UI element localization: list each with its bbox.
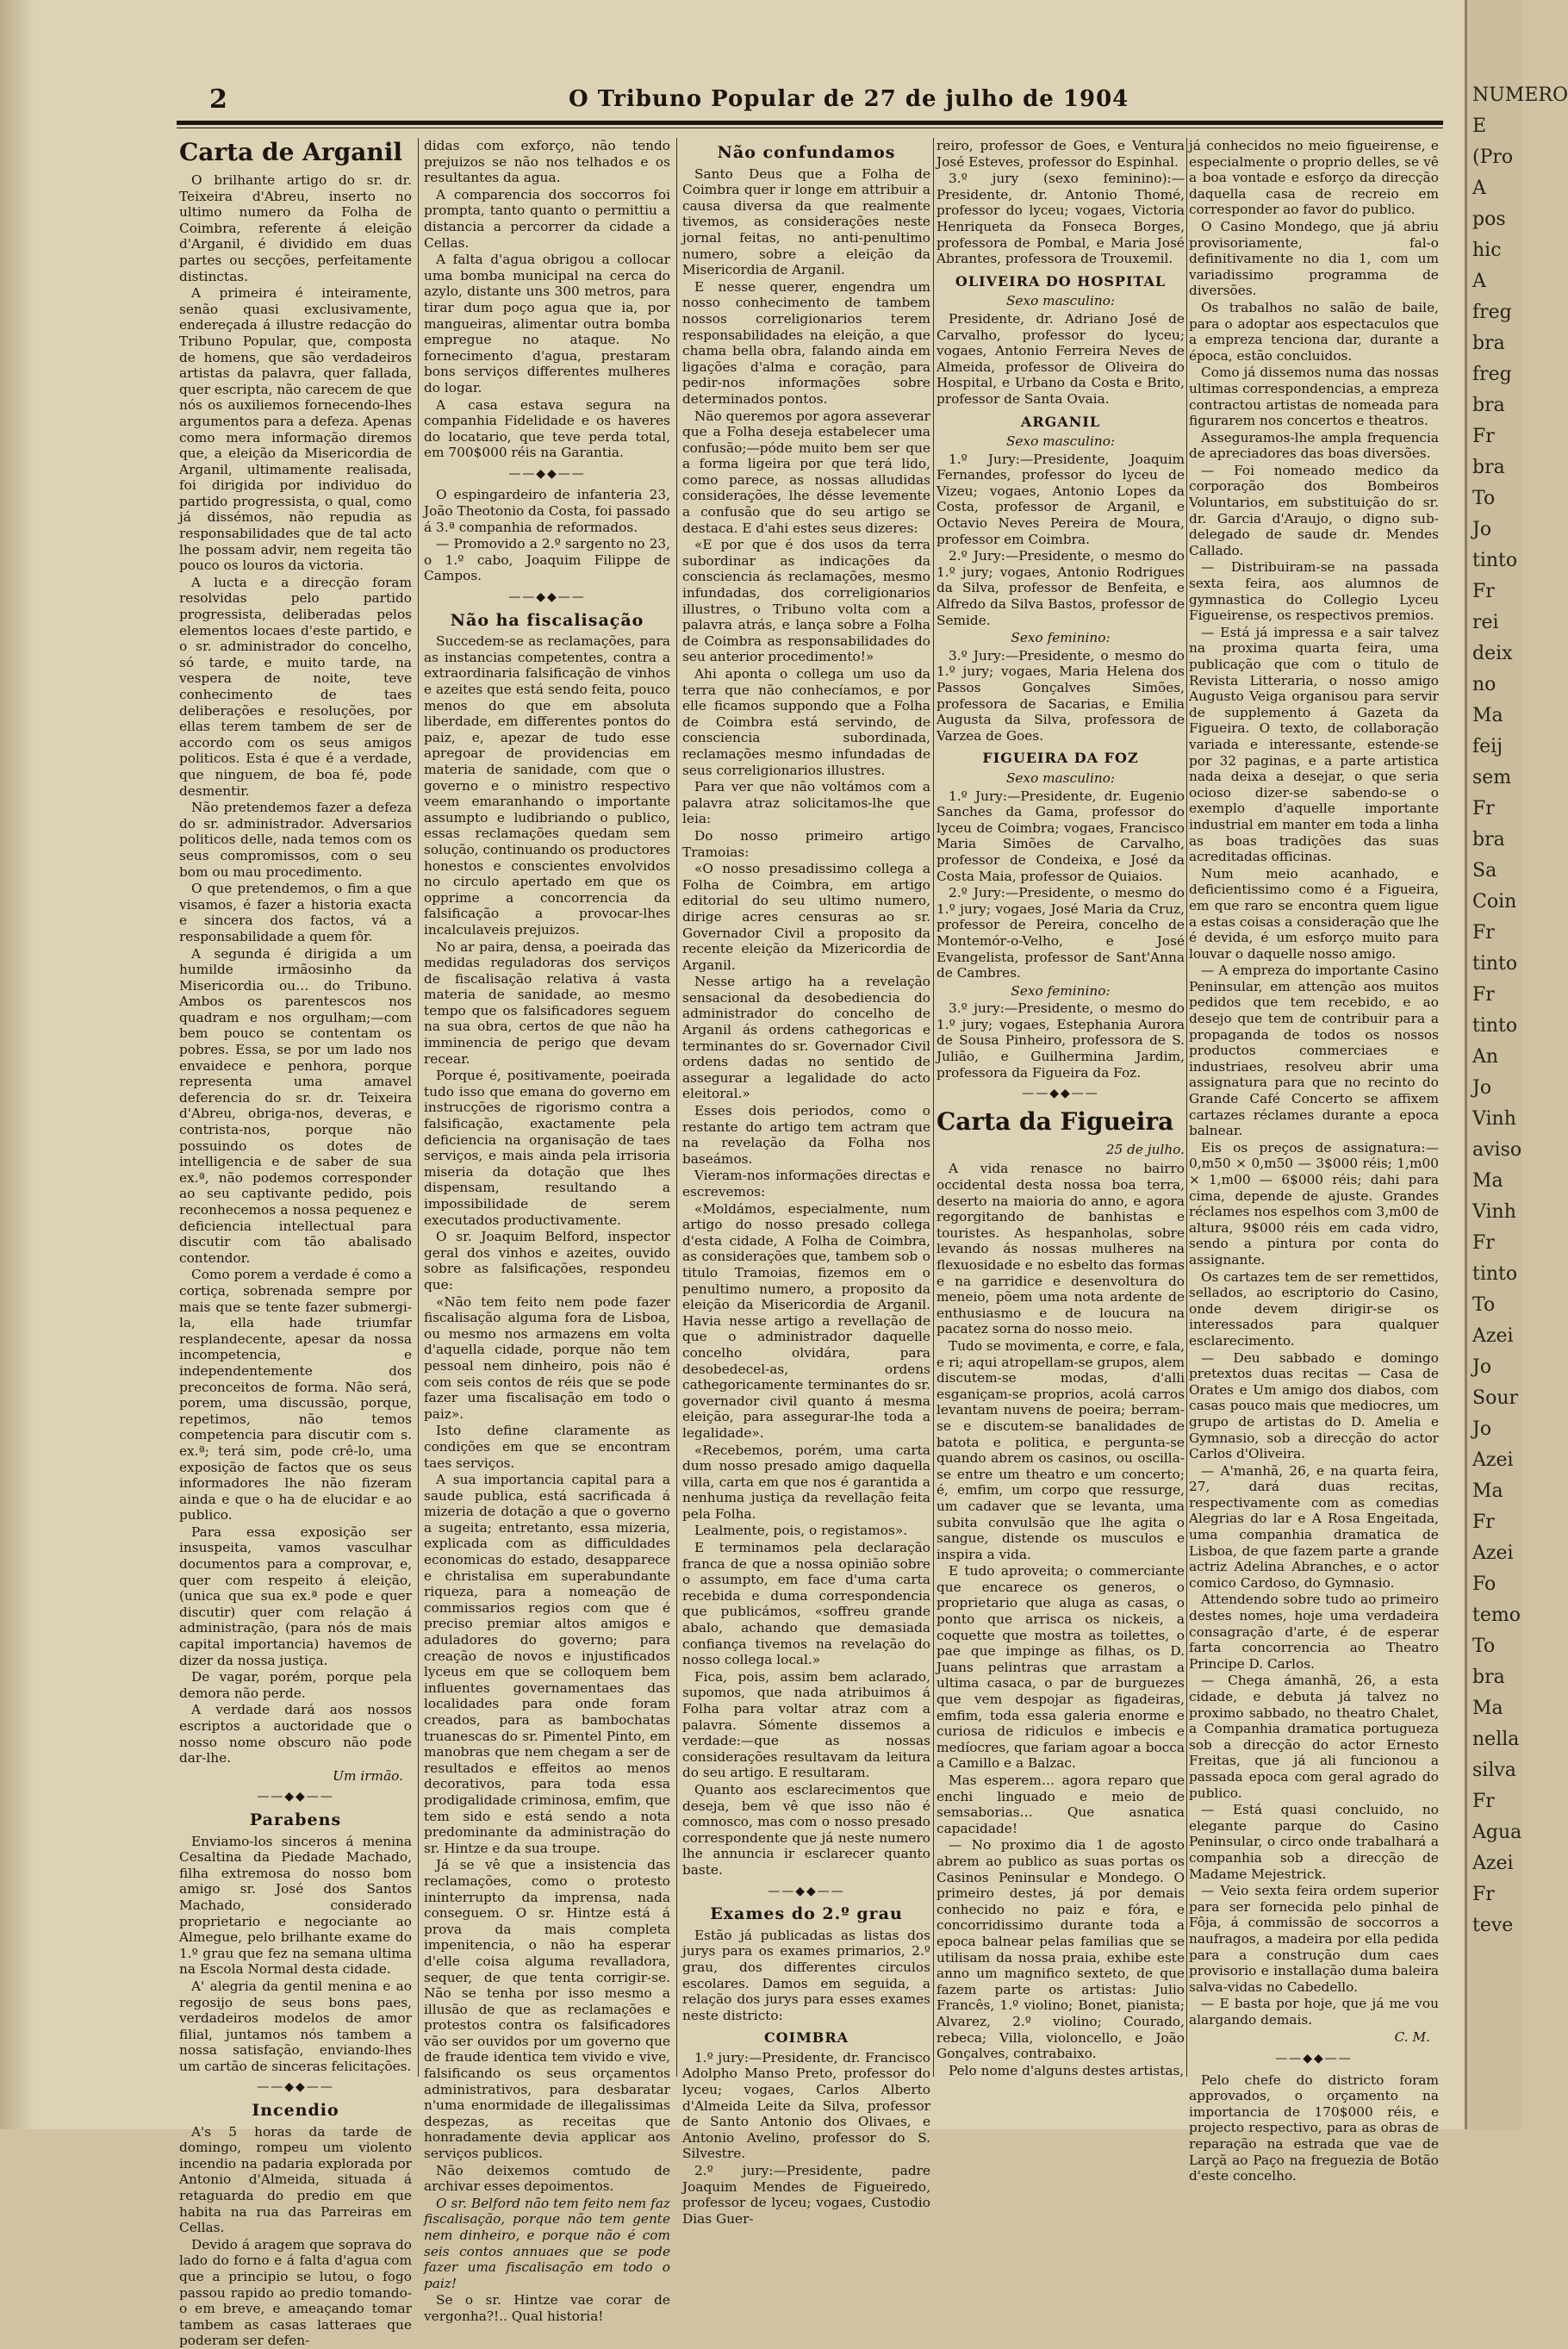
subheading: Sexo masculino: — [1005, 433, 1116, 450]
paragraph: Não deixemos comtudo de archivar esses depoimentos. — [424, 2162, 670, 2195]
paragraph: 3.º jury (sexo feminino):—Presidente, dr. Antonio Thomé, professor do lyceu; vogaes, Victoria Henriqueta da Fonseca Borges, professora de Pombal, e Maria José Abrantes, professora de Trouxemil. — [936, 171, 1185, 267]
next-page-fragment: Fo — [1472, 1573, 1496, 1595]
column-2 — [424, 138, 670, 2324]
quote: «O nosso presadissimo collega a Folha de Coimbra, em artigo editorial do seu ultimo numero, dirige acres censuras ao sr. Governador Civil a proposito da recente eleição da Mizericordia de Arganil. — [682, 861, 930, 973]
place-heading-coimbra: COIMBRA — [763, 2029, 849, 2047]
paragraph: — Distribuiram-se na passada sexta feira, aos alumnos de gymnastica do Collegio Lyceu Figueirense, os respectivos premios. — [1189, 559, 1439, 624]
paragraph: Num meio acanhado, e deficientissimo como é a Figueira, em que raro se encontra quem ligue a estas coisas a consideração que lhe é devida, é um esforço muito para louvar o daquelle nosso amigo. — [1189, 865, 1439, 962]
next-page-fragment: Jo — [1472, 1356, 1492, 1378]
paragraph: A verdade dará aos nossos escriptos a auctoridade que o nosso nome obscuro não pode dar-lhe. — [179, 1702, 412, 1766]
paragraph: Succedem-se as reclamações, para as instancias competentes, contra a extraordinaria falsificação de vinhos e azeites que está sendo feita, pouco menos do que em absoluta liberdade, em differentes pontos do paiz, e, apezar de tudo esse apregoar de providencias em materia de sanidade, com que o governo e o ministro respectivo veem emaranhando o importante assumpto e ludibriando o publico, essas reclamações quedam sem solução, continuando os productores honestos e conscientes envolvidos no circulo apertado em que os opprime a concorrencia da falsificação a provocar-lhes incalculaveis prejuizos. — [424, 633, 670, 938]
paragraph: Como já dissemos numa das nossas ultimas correspondencias, a empreza contractou artistas de nomeada para figurarem nos concertos e theatros. — [1189, 364, 1440, 429]
next-page-fragment: Fr — [1472, 798, 1495, 819]
heading-incendio: Incendio — [252, 2101, 339, 2121]
column-5 — [1189, 138, 1440, 2184]
page-shadow — [0, 0, 34, 2129]
next-page-fragment: Jo — [1472, 1418, 1492, 1440]
next-page-fragment: A — [1472, 271, 1486, 292]
subheading: Sexo feminino: — [1011, 630, 1111, 646]
next-page-fragment: An — [1472, 1046, 1499, 1068]
paragraph: 2.º Jury:—Presidente, o mesmo do 1.º jury; vogaes, Antonio Rodrigues da Silva, professor de Benfeita, e Alfredo da Silva Bastos, professor de Semide. — [936, 548, 1185, 628]
next-page-fragment: silva — [1472, 1760, 1516, 1781]
header-rule — [177, 121, 1443, 125]
signature: C. M. — [1394, 2029, 1430, 2046]
paragraph: — Foi nomeado medico da corporação dos Bombeiros Voluntarios, em substituição do sr. dr. Garcia d'Araujo, o digno sub-delegado de saude dr. Mendes Callado. — [1189, 462, 1439, 558]
next-page-fragment: Fr — [1472, 1884, 1495, 1905]
signature: Um irmão. — [333, 1767, 403, 1784]
next-page-fragment: teve — [1472, 1915, 1514, 1936]
next-page-fragment: bra — [1472, 829, 1505, 850]
ornament-divider: ——◆◆—— — [1022, 1087, 1099, 1101]
next-page-fragment: Fr — [1472, 984, 1495, 1006]
paragraph: E terminamos pela declaração franca de que a nossa opinião sobre o assumpto, em face d'uma carta recebida e duma correspondencia que publicámos, «soffreu grande abalo, achando que demasiada confiança tivemos na revelação do nosso collega local.» — [682, 1540, 930, 1668]
headline-carta-da-figueira: Carta da Figueira — [936, 1106, 1174, 1136]
ornament-divider: ——◆◆—— — [257, 2080, 334, 2095]
next-page-fragment: Coin — [1472, 891, 1517, 913]
next-page-fragment: Fr — [1472, 1232, 1495, 1254]
next-page-fragment: Fr — [1472, 426, 1495, 447]
place-heading-arganil: ARGANIL — [1020, 413, 1101, 430]
paragraph: Pelo nome d'alguns destes artistas, — [949, 2062, 1185, 2078]
next-page-fragment: Azei — [1472, 1325, 1514, 1347]
paragraph: Estão já publicadas as listas dos jurys para os exames primarios, 2.º grau, dos differentes circulos escolares. Damos em seguida, a relação dos jurys para esses exames neste districto: — [682, 1927, 930, 2023]
paragraph: Os cartazes tem de ser remettidos, sellados, ao escriptorio do Casino, onde devem dirigir-se os interessados para qualquer esclarecimento. — [1189, 1268, 1439, 1349]
next-page-fragment: Ma — [1472, 705, 1503, 726]
next-page-fragment: Sa — [1472, 860, 1497, 882]
paragraph: 3.º Jury:—Presidente, o mesmo do 1.º jury; vogaes, Maria Helena dos Passos Gonçalves Simões, professora de Sacarias, e Emilia Augusta da Silva, professora de Varzea de Goes. — [936, 647, 1185, 744]
paragraph: Mas esperem… agora reparo que enchi linguado e meio de semsaborias… Que asnatica capacidade! — [936, 1773, 1185, 1836]
next-page-fragment: Fr — [1472, 922, 1495, 944]
next-page-fragment: deix — [1472, 643, 1513, 664]
next-page-fragment: Fr — [1472, 581, 1495, 602]
paragraph: 1.º Jury:—Presidente, Joaquim Fernandes, professor do lyceu de Vizeu; vogaes, Antonio Lopes da Costa, professor de Arganil, e Octavio Neves Pereira de Moura, professor em Coimbra. — [936, 451, 1185, 547]
paragraph: — Chega ámanhã, 26, a esta cidade, e debuta já talvez no proximo sabbado, no theatro Chalet, a Companhia dramatica portugueza sob a direcção do actor Ernesto Freitas, que já ali funcionou a passada epoca com geral agrado do publico. — [1189, 1673, 1439, 1801]
adjacent-page-edge — [1465, 0, 1568, 2129]
next-page-fragment: tinto — [1472, 953, 1518, 975]
next-page-fragment: Vinh — [1472, 1108, 1516, 1130]
paragraph: O que pretendemos, o fim a que visamos, é fazer a historia exacta e sincera dos factos, vá a responsabilidade a quem fôr. — [179, 881, 412, 944]
next-page-fragment: Vinh — [1472, 1201, 1516, 1223]
column-divider — [1186, 138, 1187, 2077]
next-page-fragment: pos — [1472, 209, 1506, 230]
paragraph: Ahi aponta o collega um uso da terra que não conhecíamos, e por elle ficamos suppondo que a Folha de Coimbra está servindo, de consciencia subordinada, reclamações mesmo infundadas de seus correligionarios illustres. — [682, 666, 930, 778]
paragraph: Presidente, dr. Adriano José de Carvalho, professor do lyceu; vogaes, Antonio Ferreira Neves de Almeida, professor de Oliveira do Hospital, e Urbano da Costa e Brito, professor de Santa Ovaia. — [936, 310, 1185, 407]
paragraph: já conhecidos no meio figueirense, e especialmente o proprio delles, se vê a boa vontade e esforço da direcção daquella casa de recreio em corresponder ao favor do publico. — [1189, 138, 1439, 218]
next-page-fragment: Fr — [1472, 1791, 1495, 1812]
next-page-fragment: Azei — [1472, 1542, 1514, 1564]
paragraph: Como porem a verdade é como a cortiça, sobrenada sempre por mais que se tente fazer submergi-la, ella hade triumfar resplandecente, apesar da nossa incompetencia, e independentemente dos preconceitos de forma. Não será, porem, uma discussão, porque, repetimos, não temos competencia para discutir com s. ex.ª; terá sim, pode crê-lo, uma exposição de factos que os seus informadores lhe não fizeram ainda e que o ha de elucidar e ao publico. — [179, 1267, 412, 1523]
paragraph: No ar paira, densa, a poeirada das medidas reguladoras dos serviços de fiscalisação relativa á vasta materia de sanidade, ao mesmo tempo que os falsificadores seguem na sua obra, certos de que não ha imminencia de perigo que devam recear. — [424, 938, 670, 1067]
next-page-fragment: Jo — [1472, 519, 1492, 540]
paragraph: Isto define claramente as condições em que se encontram taes serviços. — [424, 1423, 670, 1471]
next-page-fragment: aviso — [1472, 1139, 1522, 1161]
paragraph: 2.º Jury:—Presidente, o mesmo do 1.º jury; vogaes, José Maria da Cruz, professor de Pereira, concelho de Montemór-o-Velho, e José Evangelista, professor de Sant'Anna de Cambres. — [936, 885, 1185, 981]
next-page-fragment: Ma — [1472, 1170, 1503, 1192]
paragraph: 1.º jury:—Presidente, dr. Francisco Adolpho Manso Preto, professor do lyceu; vogaes, Carlos Alberto d'Almeida Leite da Silva, professor de Santo Antonio dos Olivaes, e Antonio Avelino, professor do S. Silvestre. — [682, 2049, 930, 2162]
column-4 — [936, 138, 1185, 2077]
subheading: Sexo masculino: — [1005, 770, 1116, 786]
paragraph: A lucta e a direcção foram resolvidas pelo partido progressista, deliberadas pelos elementos locaes d'este partido, e o sr. administrador do concelho, só tarde, e muito tarde, na vespera de noite, teve conhecimento de taes deliberações e resoluções, por ellas terem tambem de ser de accordo com os seus amigos politicos. Esta é que é a verdade, que ninguem, de boa fé, pode desmentir. — [179, 574, 412, 799]
paragraph: Para ver que não voltámos com a palavra atraz solicitamos-lhe que leia: — [682, 779, 930, 827]
paragraph: 2.º jury:—Presidente, padre Joaquim Mendes de Figueiredo, professor de lyceu; vogaes, Custodio Dias Guer- — [682, 2163, 930, 2227]
paragraph: Para essa exposição ser insuspeita, vamos vasculhar documentos para a comprovar, e, quer com respeito á eleição, (unica que sua ex.ª pode e quer discutir) quer com relação á administração, (para nós de mais capital importancia) havemos de dizer da nossa justiça. — [179, 1523, 412, 1668]
paragraph: — Deu sabbado e domingo pretextos duas recitas — Casa de Orates e Um amigo dos diabos, com casas pouco mais que mediocres, um grupo de artistas do D. Amelia e Gymnasio, sob a direcção do actor Carlos d'Oliveira. — [1189, 1349, 1439, 1462]
next-page-fragment: tinto — [1472, 550, 1518, 571]
paragraph: E nesse querer, engendra um nosso conhecimento de tambem nossos correligionarios terem responsabilidades na eleição, a que chama bella obra, falando ainda em ligações d'alma e coração, para pedir-nos informações sobre determinados pontos. — [682, 278, 930, 407]
quote: Nesse artigo ha a revelação sensacional da desobediencia do administrador do concelho de Arganil ás ordens cathegoricas e terminantes do sr. Governador Civil ordens dadas no sentido de assegurar a legalidade do acto eleitoral.» — [682, 974, 930, 1102]
paragraph: Eis os preços de assignatura:— 0,m50 × 0,m50 — 3$000 réis; 1,m00 × 1,m00 — 6$000 réis; dahi para cima, depende de ajuste. Grandes réclames nos espelhos com 3,m00 de altura, 9$000 réis em cada vidro, sendo a pintura por conta do assignante. — [1189, 1139, 1439, 1268]
next-page-fragment: Azei — [1472, 1853, 1514, 1874]
next-page-fragment: hic — [1472, 240, 1502, 261]
paragraph: Porque é, positivamente, poeirada tudo isso que emana do governo em instrucções de rigorismo contra a falsificação, exactamente pela deficiencia na organisação de taes serviços, e mais ainda pela irrisoria miseria da dotação que lhes dispensam, resultando a impossibilidade de serem executados productivamente. — [424, 1068, 670, 1228]
next-page-fragment: freg — [1472, 302, 1512, 323]
place-heading-figueira: FIGUEIRA DA FOZ — [982, 750, 1139, 767]
next-page-fragment: sem — [1472, 767, 1512, 788]
paragraph: A's 5 horas da tarde de domingo, rompeu um violento incendio na padaria explorada por Antonio d'Almeida, situada á retaguarda do predio em que habita na rua das Parreiras em Cellas. — [179, 2123, 412, 2236]
next-page-fragment: To — [1472, 1636, 1496, 1657]
paragraph: 1.º Jury:—Presidente, dr. Eugenio Sanches da Gama, professor do lyceu de Coimbra; vogaes, Francisco Maria Simões de Carvalho, professor de Condeixa, e José da Costa Maia, professor de Quiaios. — [936, 788, 1185, 884]
dateline: 25 de julho. — [1105, 1141, 1185, 1157]
paragraph: A comparencia dos soccorros foi prompta, tanto quanto o permittiu a distancia a percorrer da cidade a Cellas. — [424, 186, 670, 251]
paragraph: Vieram-nos informações directas e escrevemos: — [682, 1168, 930, 1199]
paragraph: Asseguramos-lhe ampla frequencia de apreciadores das boas diversões. — [1189, 429, 1439, 462]
paragraph: Devido á aragem que soprava do lado do forno e á falta d'agua com que a principio se lutou, o fogo passou rapido ao predio tomando-o em breve, e ameaçando tomar tambem as casas latteraes que poderam ser defen- — [179, 2236, 412, 2349]
heading-nao-confundamos: Não confundamos — [717, 143, 896, 162]
paragraph: A casa estava segura na companhia Fidelidade e os haveres do locatario, que teve perda total, em 700$000 réis na Garantia. — [424, 396, 670, 461]
paragraph: «Não tem feito nem pode fazer fiscalisação alguma fora de Lisboa, ou mesmo nos armazens em volta d'aquella cidade, porque não tem pessoal nem dinheiro, pois não é com seis contos de réis que se pode fazer uma fiscalisação em todo o paiz». — [424, 1293, 670, 1422]
paragraph: A sua importancia capital para a saude publica, está sacrificada á mizeria de dotação a que o governo a sugeita; entretanto, essa mizeria, explicada com as difficuldades economicas do estado, desapparece e christalisa em superabundante riqueza, para a nomeação de commissarios regios com que é preciso premiar altos amigos e aduladores do governo; para creação de novos e injustificados lyceus em que se colloquem bem influentes governamentaes das localidades para onde foram creados, para as bambochatas truanescas do sr. Pimentel Pinto, em manobras que nem chegam a ser de resultados e effeitos ao menos decorativos, para toda essa prodigalidade criminosa, emfim, que tem sido e está sendo a nota predominante da administração do sr. Hintze e da sua troupe. — [424, 1472, 670, 1856]
place-heading-oliveira: OLIVEIRA DO HOSPITAL — [955, 272, 1167, 290]
next-page-fragment: (Pro — [1472, 146, 1514, 168]
quote: «Recebemos, porém, uma carta dum nosso presado amigo daquella villa, carta em que nos é garantida a nenhuma justiça da revellação feita pela Folha. — [682, 1442, 930, 1522]
paragraph: Tudo se movimenta, e corre, e fala, e ri; aqui atropellam-se grupos, alem discutem-se modas, d'alli esganiçam-se proprios, acolá carros levantam nuvens de poeira; berram-se e discutem-se banalidades de batota e politica, e pergunta-se quando abrem os casinos, ou oscilla-se entre um theatro e um concerto; é, emfim, um corpo que ressurge, um cadaver que se levanta, uma subita convulsão que lhe agita o sangue, distende os musculos e inspira a vida. — [936, 1337, 1185, 1562]
paragraph: Fica, pois, assim bem aclarado, supomos, que nada atribuimos á Folha para voltar atraz com a palavra. Sómente dissemos a verdade:—que as nossas considerações resultavam da leitura do seu artigo. E resultaram. — [682, 1668, 930, 1781]
paragraph: A primeira é inteiramente, senão quasi exclusivamente, endereçada á illustre redacção do Tribuno Popular, que, composta de homens, que são verdadeiros artistas da palavra, quer fallada, quer escripta, não carecem de que nós os auxiliemos fornecendo-lhes argumentos para a defeza. Apenas como mera informação diremos que, a eleição da Misericordia de Arganil, ultimamente realisada, foi dirigida por individuo do partido progressista, o qual, como já dissémos, não repudia as responsabilidades que de tal acto lhe possam advir, nem regeita tão pouco os louros da victoria. — [179, 285, 412, 574]
paragraph: A segunda é dirigida a um humilde irmãosinho da Misericordia ou… do Tribuno. Ambos os parentescos nos quadram e nos orgulham;—com bem pouco se contentam os pobres. Essa, se por um lado nos envaidece e penhora, porque representa uma amavel deferencia do sr. dr. Teixeira d'Abreu, obriga-nos, deveras, e contrista-nos, porque não possuindo os dotes de intelligencia e de saber de sua ex.ª, não podemos corresponder ao seu captivante pedido, pois reconhecemos a nossa pequenez e deficiencia intellectual para discutir com tão abalisado contendor. — [179, 945, 412, 1266]
paragraph: O sr. Joaquim Belford, inspector geral dos vinhos e azeites, ouvido sobre as falsificações, respondeu que: — [424, 1229, 670, 1293]
quote: «E por que é dos usos da terra subordinar as indicações da consciencia ás reclamações, mesmo infundadas, dos correligionarios illustres, o Tribuno volta com a palavra atrás, e lança sobre a Folha de Coimbra as responsabilidades do seu anterior procedimento!» — [682, 537, 930, 665]
paragraph: — Está quasi concluido, no elegante parque do Casino Peninsular, o circo onde trabalhará a companhia sob a direcção de Madame Mejestrick. — [1189, 1802, 1439, 1882]
paragraph: — Veio sexta feira ordem superior para ser fornecida pelo pinhal de Fôja, á commissão de soccorros a naufragos, a madeira por ella pedida para a construção dum caes provisorio e installação duma baleira salva-vidas no Cabedello. — [1189, 1883, 1439, 1995]
paragraph: Santo Deus que a Folha de Coimbra quer ir longe em attribuir a causa diversa da que realmente tivemos, as considerações neste jornal feitas, no anti-penultimo numero, sobre a eleição da Misericordia de Arganil. — [682, 165, 930, 278]
column-divider — [676, 138, 677, 2077]
paragraph: Esses dois periodos, como o restante do artigo tem actram que na revelação da Folha nos baseámos. — [682, 1103, 930, 1167]
next-page-fragment: freg — [1472, 364, 1512, 385]
next-page-fragment: Jo — [1472, 1077, 1492, 1099]
paragraph: Do nosso primeiro artigo Tramoias: — [682, 827, 930, 860]
paragraph: A vida renasce no bairro occidental desta nossa boa terra, deserto na maioria do anno, e agora regorgitando de banhistas e touristes. As hespanholas, sobre levando ás nossas mulheres na flexuosidade e no esbelto das formas e na garridice e desenvoltura do meneio, põem uma nota ardente de enthusiasmo e de loucura na pacatez sorna do nosso meio. — [936, 1161, 1185, 1337]
next-page-fragment: NUMERO — [1472, 84, 1568, 106]
next-page-fragment: A — [1472, 178, 1486, 199]
next-page-fragment: no — [1472, 674, 1496, 695]
paragraph: O Casino Mondego, que já abriu provisoriamente, fal-o definitivamente no dia 1, com um variadissimo programma de diversões. — [1189, 218, 1439, 299]
paragraph: — No proximo dia 1 de agosto abrem ao publico as suas portas os Casinos Peninsular e Mondego. O primeiro destes, já por demais conhecido no paiz e fóra, e concorridissimo durante toda a epoca balnear pelas familias que se utilisam da nossa praia, exhibe este anno um magnifico sexteto, de que fazem parte os artistas: Julio Francês, 1.º violino; Bonet, pianista; Alvarez, 2.º violino; Courado, rebeca; Villa, violoncello, e João Gonçalves, contrabaixo. — [936, 1837, 1185, 2062]
paragraph: — A'manhã, 26, e na quarta feira, 27, dará duas recitas, respectivamente com as comedias Alegrias do lar e A Rosa Engeitada, uma companhia dramatica de Lisboa, de que fazem parte a grande actriz Adelina Abranches, e o actor comico Cardoso, do Gymnasio. — [1189, 1462, 1439, 1591]
column-3 — [682, 138, 930, 2227]
paragraph: Não queremos por agora asseverar que a Folha deseja estabelecer uma confusão;—póde muito bem ser que a forma ligeira por que terá lido, como parece, as nossas alludidas considerações, lhe désse levemente a confusão que do seu artigo se destaca. E d'ahi estes seus dizeres: — [682, 408, 930, 536]
next-page-fragment: nella — [1472, 1729, 1520, 1750]
paragraph: Attendendo sobre tudo ao primeiro destes nomes, hoje uma verdadeira consagração d'arte, é de esperar farta concorrencia ao Theatro Principe D. Carlos. — [1189, 1592, 1439, 1672]
paragraph: 3.º jury:—Presidente, o mesmo do 1.º jury; vogaes, Estephania Aurora de Sousa Pinheiro, professora de S. Julião, e Guilhermina Jardim, professora da Figueira da Foz. — [936, 1000, 1185, 1081]
paragraph: — A empreza do importante Casino Peninsular, em attenção aos muitos pedidos que tem recebido, e ao desejo que tem de contribuir para a propaganda de todos os nossos productos commerciaes e industriaes, resolveu abrir uma assignatura para que no recinto do Grande Café Concerto se affixem cartazes réclames durante a epoca balnear. — [1189, 963, 1439, 1139]
next-page-fragment: feij — [1472, 736, 1503, 757]
heading-exames: Exames do 2.º grau — [710, 1904, 903, 1924]
next-page-fragment: To — [1472, 488, 1496, 509]
next-page-fragment: E — [1472, 115, 1487, 137]
paragraph: — Promovido a 2.º sargento no 23, o 1.º cabo, Joaquim Filippe de Campos. — [424, 536, 670, 584]
next-page-fragment: Ma — [1472, 1480, 1503, 1502]
next-page-fragment: bra — [1472, 395, 1505, 416]
paragraph: Enviamo-los sinceros á menina Cesaltina da Piedade Machado, filha extremosa do nosso bom amigo sr. José dos Santos Machado, considerado proprietario e negociante ao Almegue, pelo brilhante exame do 1.º grau que fez na semana ultima na Escola Normal desta cidade. — [179, 1833, 412, 1978]
next-page-fragment: tinto — [1472, 1015, 1518, 1037]
ornament-divider: ——◆◆—— — [768, 1884, 845, 1898]
next-page-fragment: Sour — [1472, 1387, 1519, 1409]
paragraph: Já se vê que a insistencia das reclamações, como o protesto ininterrupto da imprensa, nada conseguem. O sr. Hintze está á prova da mais completa impenitencia, o não ha esperar d'elle coisa alguma revalladora, sequer, de que tenta corrigir-se. Não se tenha por isso mesmo a illusão de que as reclamações e protestos contra os falsificadores vão ser ouvidos por um governo que de fraude identica tem vivido e vive, falsificando os seus orçamentos administrativos, para desbaratar n'uma enormidade de illegalissimas despezas, as receitas que honradamente devia applicar aos serviços publicos. — [424, 1857, 670, 2162]
paragraph: De vagar, porém, porque pela demora não perde. — [179, 1669, 412, 1701]
ornament-divider: ——◆◆—— — [1275, 2052, 1353, 2066]
next-page-fragment: bra — [1472, 333, 1505, 354]
paragraph: Os trabalhos no salão de baile, para o adoptar aos espectaculos que a empreza tenciona dar, durante a época, estão concluidos. — [1189, 299, 1439, 364]
next-page-fragment: Azei — [1472, 1449, 1514, 1471]
next-page-fragment: To — [1472, 1294, 1496, 1316]
paragraph: reiro, professor de Goes, e Ventura José Esteves, professor do Espinhal. — [936, 138, 1185, 170]
paragraph: — Está já impressa e a sair talvez na proxima quarta feira, uma publicação que com o titulo de Revista Litteraria, o nosso amigo Augusto Veiga organisou para servir de supplemento á Gazeta da Figueira. O texto, de collaboração variada e interessante, estende-se por 32 paginas, e a parte artistica nada deixa a desejar, o que seria ocioso dizer-se sabendo-se o exemplo d'aquelle importante industrial em manter em toda a linha as boas tradições das suas acreditadas officinas. — [1189, 624, 1439, 865]
page-number: 2 — [209, 84, 227, 115]
quote: Lealmente, pois, o registamos». — [694, 1523, 908, 1539]
quote: «Moldámos, especialmente, num artigo do nosso presado collega d'esta cidade, A Folha de Coimbra, as considerações que, tambem sob o titulo Tramoias, fizemos em o penultimo numero, a proposito da eleição da Misericordia de Arganil. Havia nesse artigo a revellação de que o administrador daquelle concelho olvidára, para desobedecel-as, ordens cathegoricamente terminantes do sr. governador civil quanto á mesma eleição, para assegurar-lhe toda a legalidade». — [682, 1200, 930, 1441]
subheading: Sexo masculino: — [1005, 293, 1116, 309]
paragraph: O espingardeiro de infanteria 23, João Theotonio da Costa, foi passado á 3.ª companhia de reformados. — [424, 487, 670, 535]
paragraph: O sr. Belford não tem feito nem faz fiscalisação, porque não tem gente nem dinheiro, e porque não é com seis contos annuaes que se pode fazer uma fiscalisação em todo o paiz! — [424, 2195, 670, 2291]
column-divider — [418, 138, 419, 2077]
heading-nao-ha-fiscalisacao: Não ha fiscalisação — [450, 610, 644, 630]
paragraph: Não pretendemos fazer a defeza do sr. administrador. Adversarios politicos delle, nada temos com os seus compromissos, com o seu bom ou mau procedimento. — [179, 800, 412, 880]
ornament-divider: ——◆◆—— — [257, 1790, 334, 1804]
paragraph: O brilhante artigo do sr. dr. Teixeira d'Abreu, inserto no ultimo numero da Folha de Coimbra, referente á eleição d'Arganil, é dividido em duas partes ou secções, perfeitamente distinctas. — [179, 172, 412, 284]
column-1 — [179, 138, 412, 2349]
paragraph: Se o sr. Hintze vae corar de vergonha?!.. Qual historia! — [424, 2292, 670, 2324]
paragraph: A' alegria da gentil menina e ao regosijo de seus bons paes, verdadeiros modelos de amor filial, juntamos nós tambem a nossa satisfação, enviando-lhes um cartão de sinceras felicitações. — [179, 1978, 412, 2074]
next-page-fragment: temo — [1472, 1604, 1521, 1626]
heading-parabens: Parabens — [249, 1810, 342, 1829]
masthead: O Tribuno Popular de 27 de julho de 1904 — [569, 86, 1129, 112]
next-page-fragment: rei — [1472, 612, 1499, 633]
next-page-fragment: bra — [1472, 457, 1505, 478]
next-page-fragment: Agua — [1472, 1822, 1522, 1843]
next-page-fragment: Ma — [1472, 1698, 1503, 1719]
headline-carta-de-arganil: Carta de Arganil — [179, 138, 402, 166]
subheading: Sexo feminino: — [1011, 982, 1111, 999]
page-header — [177, 84, 1443, 121]
ornament-divider: ——◆◆—— — [508, 590, 586, 605]
next-page-fragment: Fr — [1472, 1511, 1495, 1533]
next-page-fragment: tinto — [1472, 1263, 1518, 1285]
ornament-divider: ——◆◆—— — [508, 466, 586, 481]
paragraph: E tudo aproveita; o commerciante que encarece os generos, o proprietario que aluga as casas, o ponto que arrisca os nickeis, a coquette que mostra as toilettes, o pae que impinge as filhas, os D. Juans pelintras que arrastam a ultima casaca, o par de burguezes que vem despojar as figadeiras, emfim, toda essa galeria enorme e curiosa de ridiculos e imbecis e medíocres, que fariam agoar a bocca a Camillo e a Balzac. — [936, 1563, 1185, 1772]
paragraph: Pelo chefe do districto foram approvados, o orçamento na importancia de 170$000 réis, e projecto respectivo, para as obras de reparação na estrada que vae de Larçã ao Paço na freguezia de Botão d'este concelho. — [1189, 2072, 1439, 2184]
next-page-fragment: bra — [1472, 1667, 1505, 1688]
column-divider — [933, 138, 934, 2077]
paragraph: Quanto aos esclarecimentos que deseja, bem vê que isso não é comnosco, mas com o nosso presado correspondente que já neste numero lhe annuncia ir esclarecer quanto baste. — [682, 1781, 930, 1878]
paragraph: — E basta por hoje, que já me vou alargando demais. — [1189, 1996, 1439, 2028]
paragraph: A falta d'agua obrigou a collocar uma bomba municipal na cerca do azylo, distante uns 300 metros, para tirar dum poço agua que ia, por mangueiras, alimentar outra bomba empregue no ataque. No fornecimento d'agua, prestaram bons serviços differentes mulheres do logar. — [424, 252, 670, 396]
paragraph: didas com exforço, não tendo prejuizos se não nos telhados e os resultantes da agua. — [424, 138, 670, 186]
